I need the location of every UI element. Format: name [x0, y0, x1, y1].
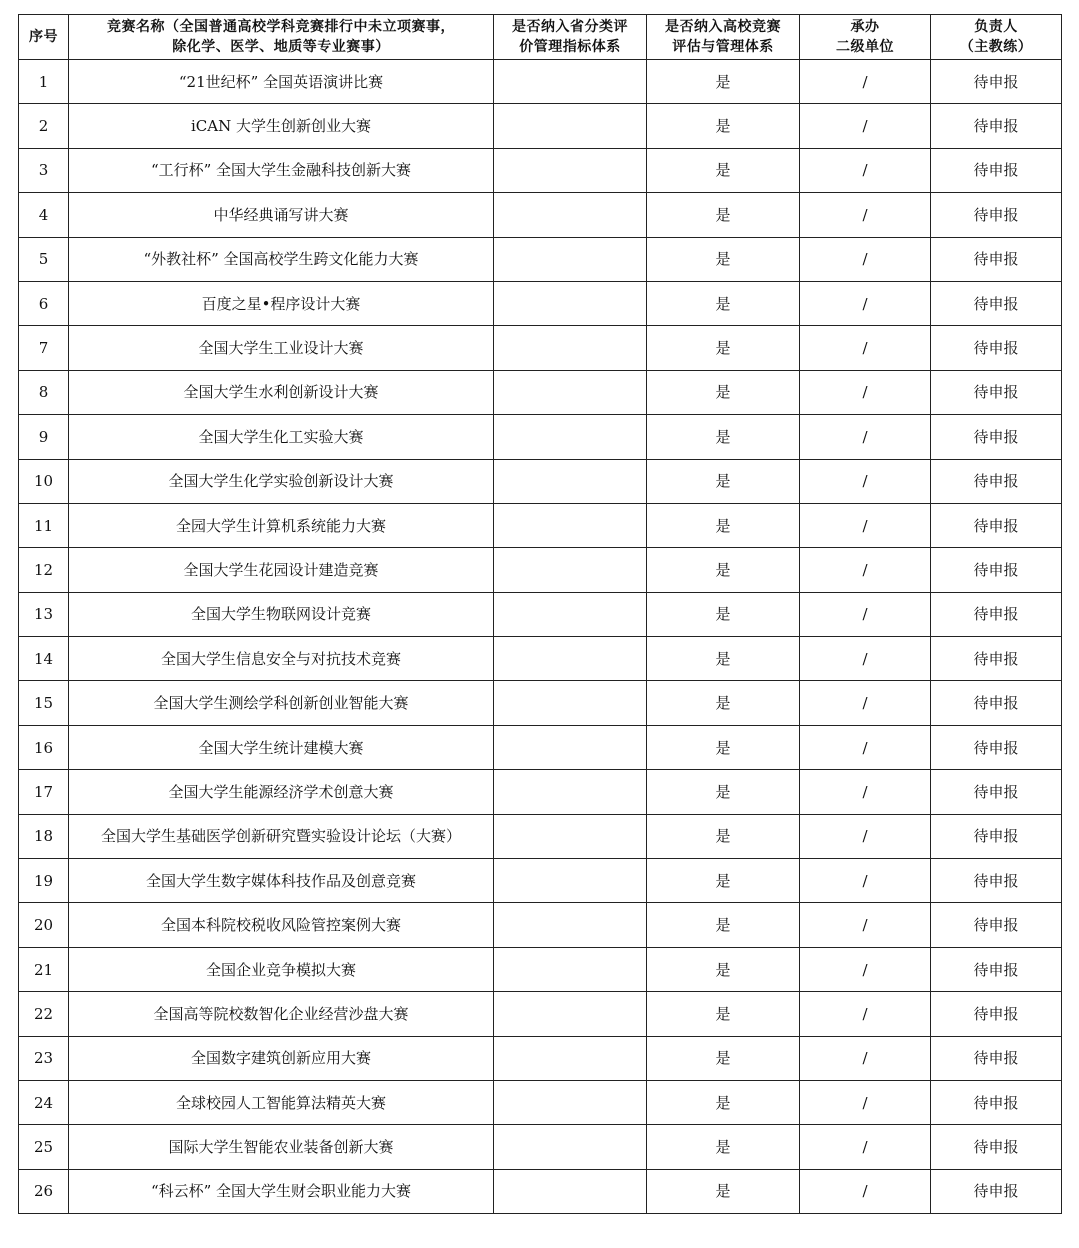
header-evaluation-line2: 评估与管理体系 [672, 39, 774, 55]
cell-unit: / [800, 1036, 931, 1080]
table-row [19, 814, 1062, 858]
header-name-line1: 竞赛名称（全国普通高校学科竞赛排行中未立项赛事， [107, 19, 455, 35]
header-leader-line1: 负责人 [974, 19, 1018, 35]
cell-evaluation: 是 [647, 503, 800, 547]
cell-provincial [494, 992, 647, 1036]
cell-leader: 待申报 [931, 725, 1062, 769]
cell-no: 8 [19, 370, 69, 414]
cell-evaluation: 是 [647, 903, 800, 947]
table-body [19, 60, 1062, 1214]
cell-evaluation: 是 [647, 104, 800, 148]
header-unit-line2: 二级单位 [836, 39, 894, 55]
cell-unit: / [800, 60, 931, 104]
cell-name: 全国大学生能源经济学术创意大赛 [69, 770, 494, 814]
cell-leader: 待申报 [931, 1125, 1062, 1169]
header-provincial-line2: 价管理指标体系 [519, 39, 621, 55]
table-row [19, 1080, 1062, 1124]
cell-name: “外教社杯” 全国高校学生跨文化能力大赛 [69, 237, 494, 281]
cell-name: 全国数字建筑创新应用大赛 [69, 1036, 494, 1080]
cell-leader: 待申报 [931, 637, 1062, 681]
cell-provincial [494, 60, 647, 104]
cell-name: 全国大学生统计建模大赛 [69, 725, 494, 769]
cell-provincial [494, 459, 647, 503]
table-header [19, 15, 1062, 60]
header-name-line2: 除化学、医学、地质等专业赛事） [172, 39, 390, 55]
cell-unit: / [800, 148, 931, 192]
cell-name: 全园大学生计算机系统能力大赛 [69, 503, 494, 547]
cell-leader: 待申报 [931, 415, 1062, 459]
cell-evaluation: 是 [647, 1169, 800, 1213]
header-leader [931, 15, 1062, 60]
table-row [19, 1125, 1062, 1169]
cell-no: 14 [19, 637, 69, 681]
header-evaluation-line1: 是否纳入高校竞赛 [665, 19, 781, 35]
cell-no: 26 [19, 1169, 69, 1213]
cell-leader: 待申报 [931, 104, 1062, 148]
cell-no: 2 [19, 104, 69, 148]
cell-leader: 待申报 [931, 1080, 1062, 1124]
competition-table [18, 14, 1062, 1214]
cell-no: 13 [19, 592, 69, 636]
header-no [19, 15, 69, 60]
cell-provincial [494, 237, 647, 281]
cell-leader: 待申报 [931, 193, 1062, 237]
table-row [19, 326, 1062, 370]
table-row [19, 148, 1062, 192]
cell-no: 23 [19, 1036, 69, 1080]
cell-name: 全国大学生测绘学科创新创业智能大赛 [69, 681, 494, 725]
cell-evaluation: 是 [647, 1036, 800, 1080]
cell-provincial [494, 637, 647, 681]
cell-no: 24 [19, 1080, 69, 1124]
cell-unit: / [800, 814, 931, 858]
cell-no: 18 [19, 814, 69, 858]
cell-no: 20 [19, 903, 69, 947]
cell-provincial [494, 770, 647, 814]
cell-evaluation: 是 [647, 237, 800, 281]
cell-leader: 待申报 [931, 237, 1062, 281]
cell-name: 全国大学生工业设计大赛 [69, 326, 494, 370]
table-row [19, 193, 1062, 237]
cell-no: 5 [19, 237, 69, 281]
cell-evaluation: 是 [647, 859, 800, 903]
table-row [19, 370, 1062, 414]
cell-name: 全国本科院校税收风险管控案例大赛 [69, 903, 494, 947]
cell-evaluation: 是 [647, 592, 800, 636]
cell-no: 4 [19, 193, 69, 237]
cell-no: 1 [19, 60, 69, 104]
cell-no: 21 [19, 947, 69, 991]
table-row [19, 1036, 1062, 1080]
cell-unit: / [800, 193, 931, 237]
cell-leader: 待申报 [931, 1036, 1062, 1080]
cell-leader: 待申报 [931, 281, 1062, 325]
cell-unit: / [800, 903, 931, 947]
header-leader-line2: （主教练） [959, 39, 1033, 55]
cell-provincial [494, 148, 647, 192]
header-evaluation-system [647, 15, 800, 60]
table-row [19, 1169, 1062, 1213]
table-row [19, 903, 1062, 947]
cell-no: 11 [19, 503, 69, 547]
cell-no: 16 [19, 725, 69, 769]
cell-evaluation: 是 [647, 281, 800, 325]
cell-evaluation: 是 [647, 814, 800, 858]
cell-no: 19 [19, 859, 69, 903]
cell-evaluation: 是 [647, 770, 800, 814]
table-row [19, 415, 1062, 459]
cell-evaluation: 是 [647, 947, 800, 991]
cell-name: 全国大学生水利创新设计大赛 [69, 370, 494, 414]
cell-name: “21世纪杯” 全国英语演讲比赛 [69, 60, 494, 104]
cell-no: 22 [19, 992, 69, 1036]
table-row [19, 770, 1062, 814]
table-row [19, 725, 1062, 769]
cell-no: 6 [19, 281, 69, 325]
cell-unit: / [800, 770, 931, 814]
cell-leader: 待申报 [931, 992, 1062, 1036]
cell-leader: 待申报 [931, 326, 1062, 370]
cell-unit: / [800, 370, 931, 414]
cell-unit: / [800, 1125, 931, 1169]
cell-provincial [494, 814, 647, 858]
cell-provincial [494, 681, 647, 725]
cell-unit: / [800, 237, 931, 281]
header-host-unit [800, 15, 931, 60]
cell-provincial [494, 1080, 647, 1124]
cell-provincial [494, 193, 647, 237]
cell-evaluation: 是 [647, 415, 800, 459]
table-row [19, 104, 1062, 148]
cell-leader: 待申报 [931, 903, 1062, 947]
table-row [19, 592, 1062, 636]
table-row [19, 459, 1062, 503]
cell-no: 15 [19, 681, 69, 725]
cell-no: 17 [19, 770, 69, 814]
cell-no: 3 [19, 148, 69, 192]
cell-provincial [494, 1169, 647, 1213]
table-row [19, 681, 1062, 725]
table-row [19, 237, 1062, 281]
cell-evaluation: 是 [647, 326, 800, 370]
cell-name: 全国企业竞争模拟大赛 [69, 947, 494, 991]
cell-leader: 待申报 [931, 947, 1062, 991]
cell-unit: / [800, 503, 931, 547]
cell-leader: 待申报 [931, 370, 1062, 414]
table-row [19, 947, 1062, 991]
cell-leader: 待申报 [931, 814, 1062, 858]
cell-evaluation: 是 [647, 148, 800, 192]
cell-provincial [494, 1125, 647, 1169]
cell-provincial [494, 326, 647, 370]
cell-unit: / [800, 1080, 931, 1124]
cell-leader: 待申报 [931, 859, 1062, 903]
cell-name: 全国大学生信息安全与对抗技术竞赛 [69, 637, 494, 681]
header-unit-line1: 承办 [850, 19, 880, 35]
cell-no: 9 [19, 415, 69, 459]
cell-unit: / [800, 459, 931, 503]
cell-unit: / [800, 859, 931, 903]
cell-name: 全国高等院校数智化企业经营沙盘大赛 [69, 992, 494, 1036]
cell-no: 7 [19, 326, 69, 370]
cell-provincial [494, 903, 647, 947]
cell-unit: / [800, 104, 931, 148]
cell-evaluation: 是 [647, 725, 800, 769]
cell-name: 全国大学生化学实验创新设计大赛 [69, 459, 494, 503]
cell-leader: 待申报 [931, 503, 1062, 547]
cell-name: 全国大学生数字媒体科技作品及创意竞赛 [69, 859, 494, 903]
cell-unit: / [800, 681, 931, 725]
cell-leader: 待申报 [931, 681, 1062, 725]
cell-unit: / [800, 725, 931, 769]
cell-provincial [494, 281, 647, 325]
cell-provincial [494, 859, 647, 903]
cell-provincial [494, 415, 647, 459]
cell-no: 10 [19, 459, 69, 503]
cell-unit: / [800, 1169, 931, 1213]
cell-leader: 待申报 [931, 60, 1062, 104]
cell-provincial [494, 1036, 647, 1080]
header-provincial-system [494, 15, 647, 60]
cell-provincial [494, 947, 647, 991]
cell-no: 25 [19, 1125, 69, 1169]
cell-unit: / [800, 947, 931, 991]
cell-provincial [494, 548, 647, 592]
cell-evaluation: 是 [647, 60, 800, 104]
cell-name: iCAN 大学生创新创业大赛 [69, 104, 494, 148]
table-row [19, 859, 1062, 903]
table-row [19, 637, 1062, 681]
cell-unit: / [800, 992, 931, 1036]
cell-evaluation: 是 [647, 193, 800, 237]
cell-leader: 待申报 [931, 770, 1062, 814]
header-row [19, 15, 1062, 60]
header-competition-name [69, 15, 494, 60]
cell-evaluation: 是 [647, 1125, 800, 1169]
cell-leader: 待申报 [931, 592, 1062, 636]
cell-evaluation: 是 [647, 548, 800, 592]
cell-evaluation: 是 [647, 992, 800, 1036]
cell-evaluation: 是 [647, 637, 800, 681]
cell-evaluation: 是 [647, 370, 800, 414]
table-row [19, 548, 1062, 592]
cell-evaluation: 是 [647, 1080, 800, 1124]
table-row [19, 60, 1062, 104]
cell-name: 全国大学生化工实验大赛 [69, 415, 494, 459]
table-row [19, 992, 1062, 1036]
cell-provincial [494, 370, 647, 414]
cell-provincial [494, 104, 647, 148]
cell-name: 全球校园人工智能算法精英大赛 [69, 1080, 494, 1124]
cell-name: “科云杯” 全国大学生财会职业能力大赛 [69, 1169, 494, 1213]
cell-name: 全国大学生花园设计建造竞赛 [69, 548, 494, 592]
cell-leader: 待申报 [931, 148, 1062, 192]
cell-name: 国际大学生智能农业装备创新大赛 [69, 1125, 494, 1169]
cell-leader: 待申报 [931, 548, 1062, 592]
cell-name: 全国大学生物联网设计竞赛 [69, 592, 494, 636]
cell-leader: 待申报 [931, 459, 1062, 503]
cell-name: 中华经典诵写讲大赛 [69, 193, 494, 237]
cell-evaluation: 是 [647, 681, 800, 725]
cell-name: 全国大学生基础医学创新研究暨实验设计论坛（大赛） [69, 814, 494, 858]
cell-unit: / [800, 415, 931, 459]
table-row [19, 281, 1062, 325]
cell-provincial [494, 592, 647, 636]
cell-provincial [494, 725, 647, 769]
header-no-label: 序号 [29, 29, 58, 45]
cell-name: 百度之星•程序设计大赛 [69, 281, 494, 325]
cell-unit: / [800, 637, 931, 681]
cell-leader: 待申报 [931, 1169, 1062, 1213]
table-row [19, 503, 1062, 547]
cell-unit: / [800, 326, 931, 370]
cell-unit: / [800, 548, 931, 592]
header-provincial-line1: 是否纳入省分类评 [512, 19, 628, 35]
cell-name: “工行杯” 全国大学生金融科技创新大赛 [69, 148, 494, 192]
cell-unit: / [800, 281, 931, 325]
cell-evaluation: 是 [647, 459, 800, 503]
cell-provincial [494, 503, 647, 547]
cell-no: 12 [19, 548, 69, 592]
cell-unit: / [800, 592, 931, 636]
